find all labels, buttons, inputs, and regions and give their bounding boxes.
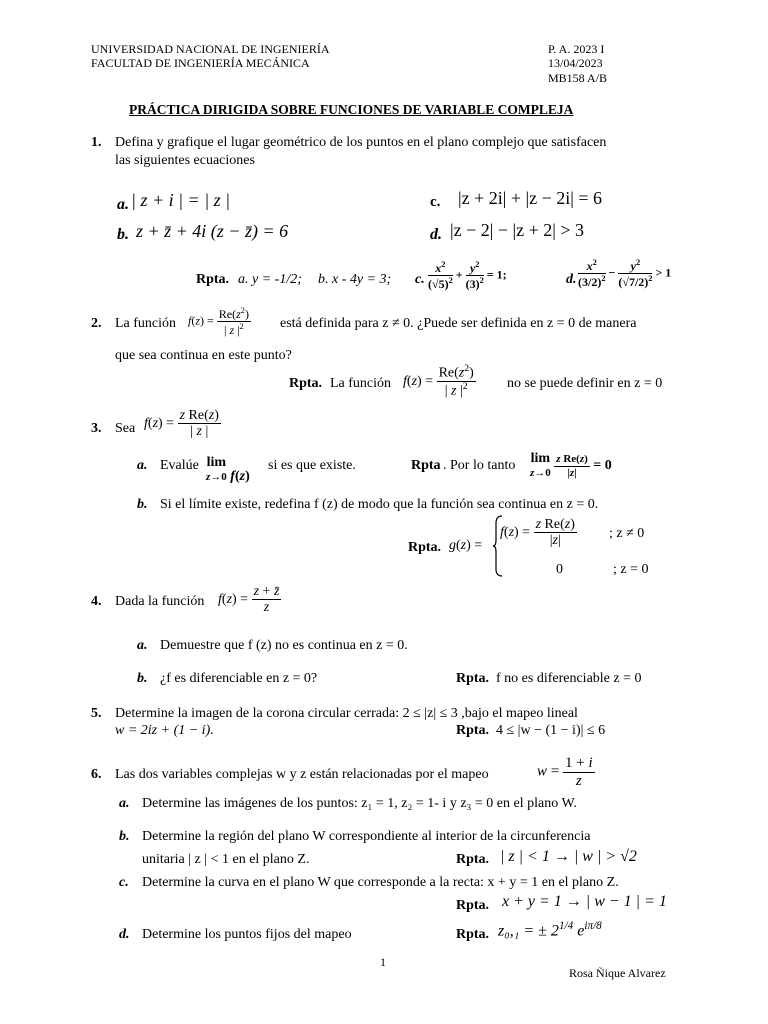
q3-b-cond1: ; z ≠ 0 bbox=[609, 526, 645, 541]
q6-text: Las dos variables complejas w y z están relacionadas por el mapeo bbox=[115, 767, 489, 782]
q2-text-post: está definida para z ≠ 0. ¿Puede ser definida en z = 0 de manera bbox=[280, 316, 637, 331]
q3-a-text: Evalúe bbox=[160, 458, 199, 473]
q6-c-label: c. bbox=[119, 875, 129, 890]
q3-a-text2: si es que existe. bbox=[268, 458, 356, 473]
q6-d-rpta-label: Rpta. bbox=[456, 927, 490, 942]
q1-b-label: b. bbox=[117, 226, 129, 243]
q6-mapping-formula: w = $\frac{1 + i}{z}$ bbox=[537, 755, 593, 789]
q4-text: Dada la función bbox=[115, 594, 205, 609]
q2-rpta-label: Rpta. bbox=[289, 376, 323, 391]
q6-c-text: Determine la curva en el plano W que corresponde a la recta: x + y = 1 en el plano Z. bbox=[142, 875, 619, 890]
course-code: MB158 A/B bbox=[548, 71, 608, 85]
q1-rpta-d-formula: $\frac{x^2}{(3/2)^2}$ − $\frac{y^2}{(√7/2)^2}$ > 1 bbox=[578, 258, 672, 290]
q3-function-formula: f(z) = $\frac{\text{z Re(z)}}{| z |}$ bbox=[144, 408, 219, 440]
q3-a-rpta-formula: lim z→0 $\frac{\text{z Re(z)}}{|z|}$ = 0 bbox=[530, 451, 612, 479]
q3-a-rpta-label: Rpta bbox=[411, 458, 441, 473]
q2-number: 2. bbox=[91, 316, 102, 331]
q4-a-label: a. bbox=[137, 638, 148, 653]
university-name: UNIVERSIDAD NACIONAL DE INGENIERÍA bbox=[91, 42, 330, 56]
q3-b-case1: f(z) = $\frac{\text{z Re(z)}}{|z|}$ bbox=[500, 517, 575, 549]
q3-a-label: a. bbox=[137, 458, 148, 473]
q3-a-limit: lim z→0 f(z) bbox=[206, 455, 250, 484]
q1-number: 1. bbox=[91, 135, 102, 150]
q5-text-line2: w = 2iz + (1 − i). bbox=[115, 723, 214, 738]
q1-rpta-c-formula: $\frac{x^2}{(√5)^2}$ + $\frac{y^2}{(3)^2}$ = 1; bbox=[428, 260, 507, 292]
q6-d-rpta-formula: z₀,₁ = ± $2^{1/4}$ $e^{i\pi/8}$ bbox=[498, 920, 602, 940]
q3-b-label: b. bbox=[137, 497, 148, 512]
q6-b-rpta-text: | z | < 1 → | w | > √2 bbox=[500, 848, 637, 865]
q5-text-line1: Determine la imagen de la corona circular cerrada: 2 ≤ |z| ≤ 3 ,bajo el mapeo lineal bbox=[115, 706, 578, 721]
q4-number: 4. bbox=[91, 594, 102, 609]
q1-c-label: c. bbox=[430, 194, 441, 210]
q6-d-text: Determine los puntos fijos del mapeo bbox=[142, 927, 352, 942]
q2-text-line2: que sea continua en este punto? bbox=[115, 348, 292, 363]
q4-a-text: Demuestre que f (z) no es continua en z = 0. bbox=[160, 638, 408, 653]
q1-rpta-d-label: d. bbox=[566, 272, 577, 287]
q2-rpta-pre: La función bbox=[330, 376, 392, 391]
q4-b-label: b. bbox=[137, 671, 148, 686]
q6-a-label: a. bbox=[119, 796, 130, 811]
q5-rpta-text: 4 ≤ |w − (1 − i)| ≤ 6 bbox=[496, 723, 606, 738]
q1-text-line1: Defina y grafique el lugar geométrico de los puntos en el plano complejo que satisfacen bbox=[115, 135, 607, 150]
q6-b-text-line2: unitaria | z | < 1 en el plano Z. bbox=[142, 852, 310, 867]
q3-b-cond2: ; z = 0 bbox=[613, 562, 649, 577]
q2-function-formula: f(z) = $\frac{Re(z^2)}{| z |^2}$ bbox=[188, 306, 249, 338]
q6-b-label: b. bbox=[119, 829, 130, 844]
q1-b-equation: z + z̄ + 4i (z − z̄) = 6 bbox=[136, 221, 289, 241]
q3-b-rpta-label: Rpta. bbox=[408, 540, 442, 555]
q1-d-equation: |z − 2| − |z + 2| > 3 bbox=[450, 220, 584, 240]
q1-text-line2: las siguientes ecuaciones bbox=[115, 153, 255, 168]
q2-rpta-post: no se puede definir en z = 0 bbox=[507, 376, 663, 391]
author-name: Rosa Ñique Alvarez bbox=[569, 966, 666, 980]
q1-a-label: a. bbox=[117, 196, 129, 213]
q4-function-formula: f(z) = $\frac{z + z̄}{z}$ bbox=[218, 584, 280, 616]
q2-text-pre: La función bbox=[115, 316, 177, 331]
q3-a-rpta-text: . Por lo tanto bbox=[443, 458, 516, 473]
q4-b-rpta-text: f no es diferenciable z = 0 bbox=[496, 671, 642, 686]
document-date: 13/04/2023 bbox=[548, 56, 603, 70]
q1-d-label: d. bbox=[430, 226, 442, 243]
q3-sea: Sea bbox=[115, 421, 136, 436]
q1-rpta-label: Rpta. bbox=[196, 272, 230, 287]
q3-number: 3. bbox=[91, 421, 102, 436]
q4-b-text: ¿f es diferenciable en z = 0? bbox=[160, 671, 318, 686]
q3-b-val0: 0 bbox=[556, 562, 563, 577]
q5-rpta-label: Rpta. bbox=[456, 723, 490, 738]
q5-number: 5. bbox=[91, 706, 102, 721]
q1-c-equation: |z + 2i| + |z − 2i| = 6 bbox=[458, 188, 602, 208]
academic-period: P. A. 2023 I bbox=[548, 42, 605, 56]
q6-c-rpta-text: x + y = 1 → | w − 1 | = 1 bbox=[502, 893, 667, 910]
page-number: 1 bbox=[380, 955, 386, 969]
q1-a-equation: | z + i | = | z | bbox=[131, 190, 231, 210]
q6-d-rpta-text: z₀,₁ = ± 2 bbox=[498, 922, 559, 940]
q6-c-rpta-label: Rpta. bbox=[456, 898, 490, 913]
q1-rpta-a: a. y = -1/2; bbox=[238, 272, 302, 287]
q1-rpta-c-label: c. bbox=[415, 272, 425, 287]
q3-b-text: Si el límite existe, redefina f (z) de modo que la función sea continua en z = 0. bbox=[160, 497, 599, 512]
q2-rpta-formula: f(z) = $\frac{Re(z^2)}{| z |^2}$ bbox=[403, 363, 474, 399]
q6-a-text: Determine las imágenes de los puntos: z₁ = 1, z₂ = 1- i y z₃ = 0 en el plano W. bbox=[142, 796, 577, 811]
q1-rpta-b: b. x - 4y = 3; bbox=[318, 272, 392, 287]
q6-b-text-line1: Determine la región del plano W correspondiente al interior de la circunferencia bbox=[142, 829, 591, 844]
q6-number: 6. bbox=[91, 767, 102, 782]
q4-b-rpta-label: Rpta. bbox=[456, 671, 490, 686]
q6-b-rpta-label: Rpta. bbox=[456, 852, 490, 867]
q6-d-label: d. bbox=[119, 927, 130, 942]
faculty-name: FACULTAD DE INGENIERÍA MECÁNICA bbox=[91, 56, 310, 70]
q3-b-g-label: g(z) = bbox=[449, 538, 483, 553]
page-title: PRÁCTICA DIRIGIDA SOBRE FUNCIONES DE VARIABLE COMPLEJA bbox=[129, 102, 574, 117]
